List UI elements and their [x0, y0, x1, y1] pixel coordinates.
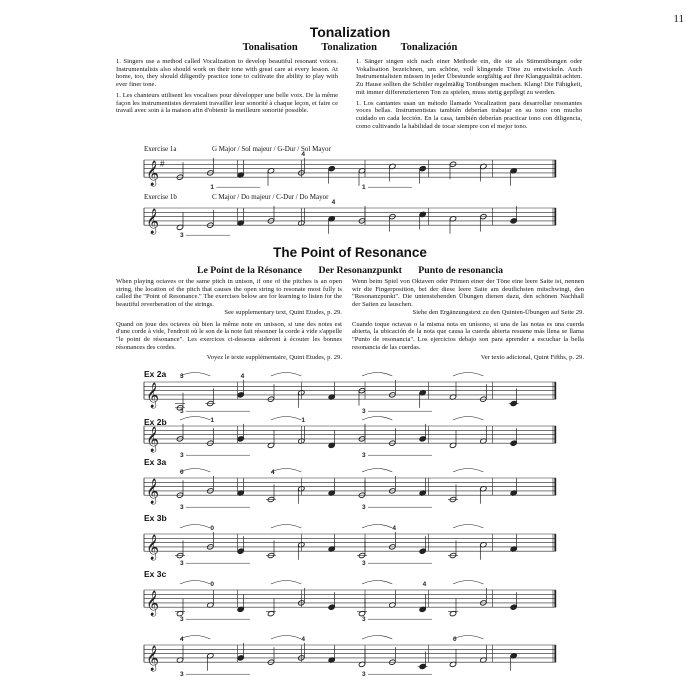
- exercise-key-1b: C Major / Do majeur / C-Dur / Do Mayor: [212, 193, 329, 201]
- note-head: [237, 655, 244, 661]
- fingering-number: 3: [362, 504, 366, 512]
- final-barline: [554, 208, 556, 225]
- slur: [362, 581, 392, 585]
- note-head: [328, 165, 335, 171]
- key-signature-sharp: #: [160, 159, 165, 169]
- fingering-number: 4: [392, 525, 396, 532]
- slur: [362, 417, 392, 421]
- treble-clef-icon: 𝄞: [146, 590, 160, 616]
- final-barline: [554, 160, 556, 177]
- slur: [453, 373, 483, 377]
- treble-clef-icon: 𝄞: [146, 208, 160, 234]
- slur: [453, 525, 483, 529]
- note-head: [419, 548, 426, 554]
- slur: [362, 373, 392, 377]
- reference-en: See supplementary text, Quint Etudes, p. 29.: [224, 308, 342, 316]
- fingering-number: 4: [271, 469, 275, 476]
- slur: [180, 417, 210, 421]
- fingering-number: 3: [362, 560, 366, 568]
- exercise-label-3b: Ex 3b: [144, 513, 167, 523]
- slur: [453, 636, 483, 640]
- paragraph-en: 1. Singers use a method called Vocalization to develop beautiful resonant voices. Instrumentalists also should work on their tone with great care at every lesson. At home, too, they should diligently practice tone to cultivate the ability to play with ever finer tone.: [116, 58, 338, 89]
- note-head: [419, 436, 426, 442]
- section-title-tonalization: Tonalization: [309, 24, 391, 40]
- fingering-number: 4: [180, 636, 184, 643]
- note-head: [237, 392, 244, 398]
- exercise-label-1b: Exercise 1b: [144, 193, 177, 201]
- treble-clef-icon: 𝄞: [146, 478, 160, 504]
- treble-clef-icon: 𝄞: [146, 645, 160, 671]
- fingering-number: 0: [210, 525, 214, 532]
- paragraph-es: 1. Los cantantes usan un método llamado Vocalization para desarrollar resonantes voces bellas. Instrumentistas también deberían trabajar en su tono con mucho cuidado en cada lección. En la casa, también deberían practicar tono con diligencia, como cultivando la habilidad de tocar siempre con el mejor tono.: [356, 99, 582, 130]
- fingering-number: 3: [180, 232, 184, 240]
- subtitle-en: Tonalization: [321, 42, 377, 53]
- fingering-number: 0: [210, 581, 214, 588]
- fingering-number: 3: [362, 671, 366, 679]
- slur: [453, 417, 483, 421]
- treble-clef-icon: 𝄞: [146, 426, 160, 452]
- final-barline: [554, 534, 556, 551]
- paragraph-de: Wenn beim Spiel von Oktaven oder Primen einer der Töne eine leere Saite ist, nennen wir die Fingerposition, bei der diese leere Saite am deutlichsten mitschwingt, den "Resonanzpunkt". Die untenstehenden Übungen dienen dazu, den schönen Nachhall der Saiten zu lauschen.: [352, 278, 584, 309]
- slur: [362, 469, 392, 473]
- note-head: [328, 604, 335, 610]
- paragraph-de: 1. Sänger singen sich nach einer Methode ein, die sie als Stimmübungen oder Vokalisation bezeichnen, um schöne, voll klingende Töne zu entwickeln. Auch Instrumentalisten müssen in jeder Übestunde sorgfältig auf ihre Klangqualität achten. Zu Hause sollten die Schüler regelmäßig Tonübungen machen. Klang! Die Fähigkeit, mit immer differenzierteren Ton zu spielen, muss stetig gepflegt zu werden.: [356, 58, 582, 96]
- note-head: [510, 440, 517, 446]
- fingering-number: 4: [422, 581, 427, 588]
- note-head: [237, 436, 244, 442]
- treble-clef-icon: 𝄞: [146, 534, 160, 560]
- final-barline: [554, 478, 556, 495]
- exercise-label-1a: Exercise 1a: [144, 145, 177, 153]
- exercise-label-3a: Ex 3a: [144, 457, 167, 467]
- fingering-number: 4: [331, 199, 336, 206]
- fingering-number: 3: [180, 452, 184, 460]
- fingering-number: 1: [362, 184, 366, 192]
- paragraph-es: Cuando toque octavas o la misma nota en unísono, si una de las notas es una cuerda abierta, la ubicación de la nota que causa la cuerda abierta resuene más llena se llama "Punto de resonancia". Los ejercicios debajo son para aprender a escuchar la bella resonancia de las cuerdas.: [352, 320, 584, 351]
- note-head: [510, 604, 517, 610]
- treble-clef-icon: 𝄞: [146, 382, 160, 408]
- subtitle-fr: Le Point de la Résonance: [196, 265, 302, 276]
- fingering-number: 0: [453, 636, 457, 643]
- slur: [180, 636, 210, 640]
- fingering-number: 1: [210, 184, 214, 192]
- paragraph-fr: 1. Les chanteurs utilisent les vocalises pour développer une belle voix. De la même façon les instrumentistes devraient travailler leur sonorité à chaque leçon, et faire ce travail avec soin à la maison afin d'obtenir la meilleure sonorité possible.: [116, 91, 338, 115]
- paragraph-en: When playing octaves or the same pitch in unison, if one of the pitches is an open string, the location of the pitch that causes the open string to resonate most fully is called the "Point of Resonance." The exercises below are for learning to listen for the beautiful reverberation of the strings.: [116, 278, 342, 309]
- fingering-number: 1: [210, 417, 214, 424]
- slur: [271, 581, 301, 585]
- note-head: [510, 218, 517, 224]
- slur: [180, 373, 210, 377]
- fingering-number: 1: [301, 417, 305, 424]
- fingering-number: 3: [180, 504, 184, 512]
- subtitle-es: Tonalización: [400, 42, 458, 53]
- paragraph-fr: Quand on joue des octaves où bien la même note en unisson, si une des notes est d'une corde à vide, l'endroit où le son de la note fait résonner la corde à vide s'appelle "le point de résonance". Les exercices ci-dessous aideront à écouter les bonnes résonances des cordes.: [116, 320, 342, 351]
- reference-es: Ver texto adicional, Quint Fifths, p. 29.: [480, 354, 584, 362]
- fingering-number: 3: [180, 408, 184, 416]
- final-barline: [554, 645, 556, 662]
- subtitle-de: Der Resonanzpunkt: [318, 265, 402, 276]
- slur: [180, 469, 210, 473]
- slur: [362, 525, 392, 529]
- page-number: 11: [673, 13, 684, 25]
- exercise-key-1a: G Major / Sol majeur / G-Dur / Sol Mayor: [212, 145, 331, 153]
- final-barline: [554, 590, 556, 607]
- fingering-number: 4: [240, 373, 245, 380]
- fingering-number: 3: [362, 616, 366, 624]
- slur: [271, 373, 301, 377]
- treble-clef-icon: 𝄞: [146, 160, 160, 186]
- fingering-number: 3: [362, 408, 366, 416]
- final-barline: [554, 382, 556, 399]
- section-title-resonance: The Point of Resonance: [273, 245, 427, 260]
- reference-fr: Voyez le texte supplémentaire, Quint Etudes, p. 29.: [206, 354, 342, 362]
- slur: [453, 581, 483, 585]
- fingering-number: 3: [180, 373, 184, 380]
- slur: [271, 636, 301, 640]
- slur: [271, 525, 301, 529]
- exercise-label-2b: Ex 2b: [144, 417, 167, 427]
- subtitle-fr: Tonalisation: [242, 42, 298, 53]
- slur: [271, 469, 301, 473]
- fingering-number: 3: [180, 616, 184, 624]
- fingering-number: 4: [301, 636, 305, 643]
- fingering-number: 0: [180, 469, 184, 476]
- fingering-number: 4: [301, 151, 305, 158]
- fingering-number: 3: [362, 452, 366, 460]
- slur: [453, 469, 483, 473]
- note-head: [237, 548, 244, 554]
- slur: [180, 525, 210, 529]
- fingering-number: 3: [180, 671, 184, 679]
- subtitle-es: Punto de resonancia: [418, 265, 504, 276]
- final-barline: [554, 426, 556, 443]
- exercise-label-2a: Ex 2a: [144, 369, 167, 379]
- exercise-label-3c: Ex 3c: [144, 569, 167, 579]
- reference-de: Siehe den Ergänzungstext zu den Quinten-Übungen auf Seite 29.: [412, 308, 584, 316]
- slur: [180, 581, 210, 585]
- slur: [362, 636, 392, 640]
- slur: [271, 417, 301, 421]
- note-head: [419, 165, 426, 171]
- fingering-number: 3: [180, 560, 184, 568]
